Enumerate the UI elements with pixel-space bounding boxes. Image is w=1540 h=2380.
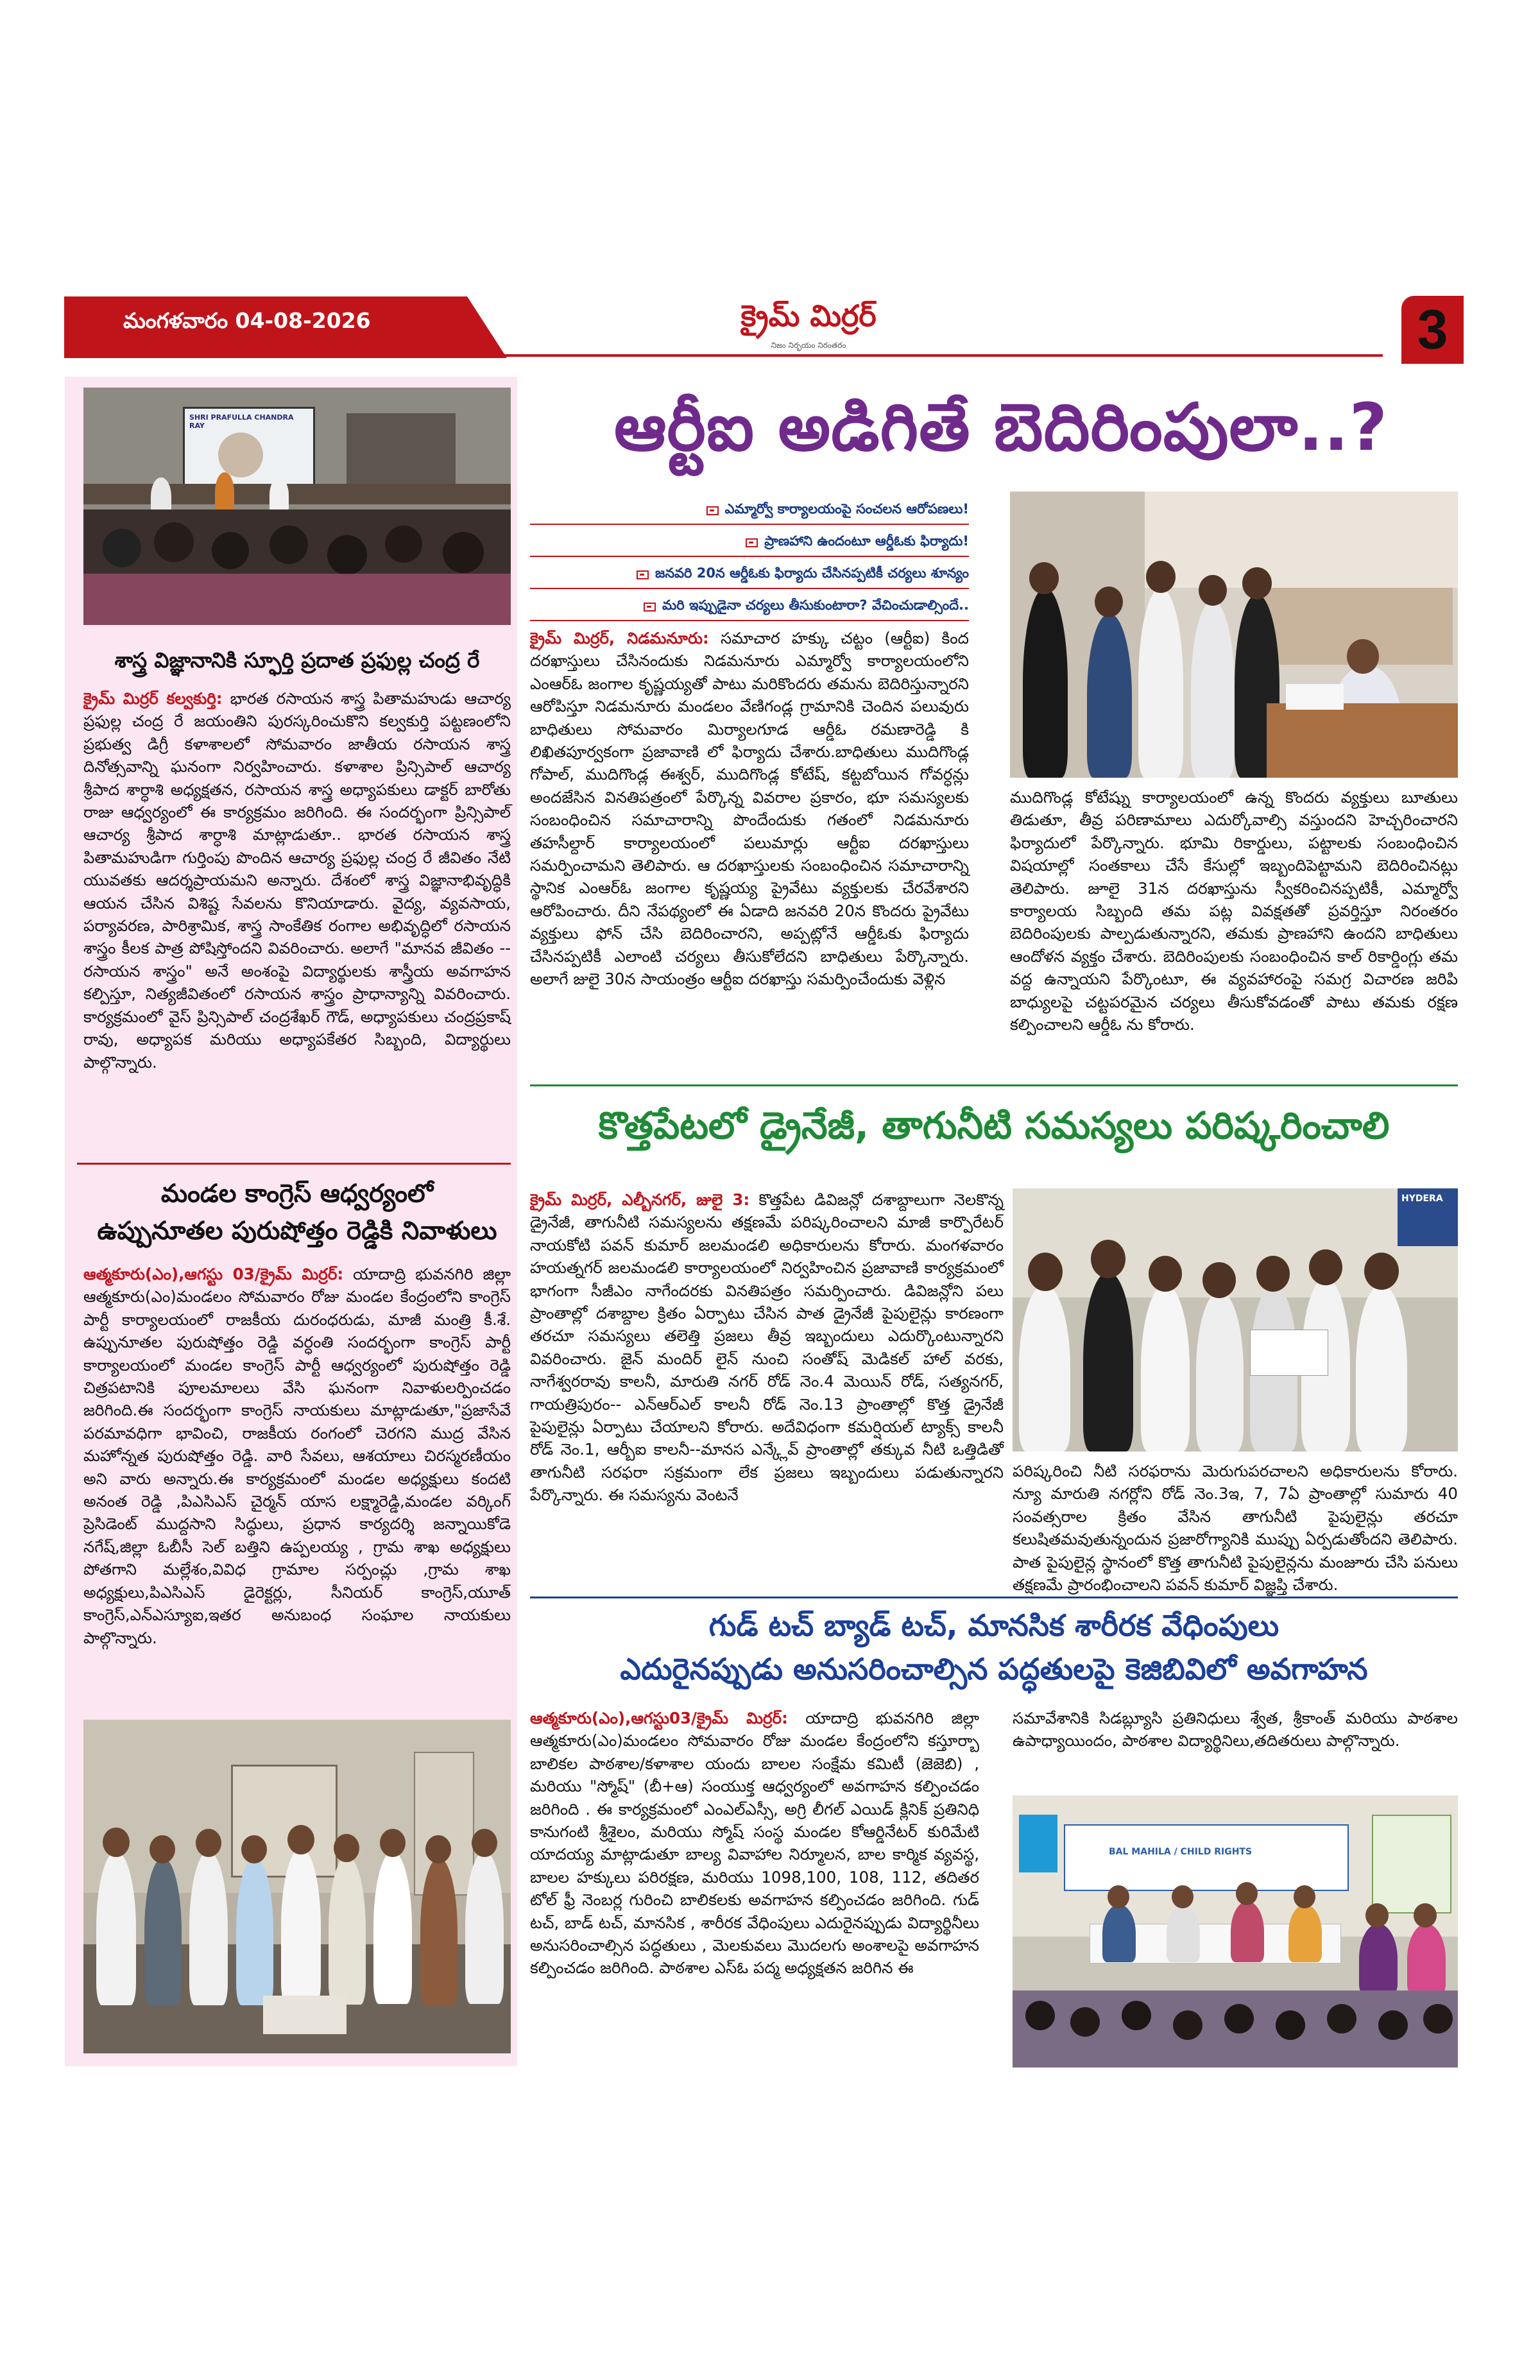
- rti-complaint-office-photo: [1010, 492, 1458, 778]
- drainage-headline: కొత్తపేటలో డ్రైనేజీ, తాగునీటి సమస్యలు పరిష్కరించాలి: [598, 1104, 1390, 1147]
- sidebar-divider: [77, 1163, 511, 1165]
- rti-bullet-item: మరి ఇప్పుడైనా చర్యలు తీసుకుంటారా? వేచించుడాల్సిందే..: [530, 594, 969, 621]
- rti-text-part1: సమాచార హక్కు చట్టం (ఆర్టీఐ) కింద దరఖాస్తులు చేసినందుకు నిడమనూరు ఎమ్మార్వో కార్యాలయంలోని ఎంఆర్ఓ జంగాల కృష్ణయ్యతో పాటు మరికొందరు తమను బెదిరిస్తున్నారని ఆరోపిస్తూ నిడమనూరు మండలం వేణిగండ్ల గ్రామానికి చెందిన పలువురు బాధితులు సోమవారం మిర్యాలగూడ ఆర్డీఓ రమణారెడ్డి కి లిఖితపూర్వకంగా ప్రజావాణి లో ఫిర్యాదు చేశారు.బాధితులు ముదిగొండ్ల గోపాల్, ముదిగొండ్ల ఈశ్వర్, ముదిగొండ్ల కోటేష్, కట్టబోయిన గోవర్ధన్లు అందజేసిన వినతిపత్రంలో పేర్కొన్న వివరాల ప్రకారం, భూ సమస్యలకు సంబంధించిన సమాచారాన్ని పొందేందుకు గతంలో నిడమనూరు తహసీల్దార్ కార్యాలయంలో పలుమార్లు ఆర్టీఐ దరఖాస్తులు సమర్పించామని తెలిపారు. ఆ దరఖాస్తులకు సంబంధించిన సమాచారాన్ని స్థానిక ఎంఆర్ఓ జంగాల కృష్ణయ్య ప్రైవేటు వ్యక్తులకు చేరవేశారని ఆరోపించారు. దీని నేపథ్యంలో ఈ ఏడాది జనవరి 20న కొందరు ప్రైవేటు వ్యక్తులు ఫోన్ చేసి బెదిరించారని, అప్పట్లోనే ఆర్డీఓకు ఫిర్యాదు చేసినప్పటికీ ఎలాంటి చర్యలు తీసుకోలేదని బాధితులు పేర్కొన్నారు. అలాగే జులై 30న సాయంత్రం ఆర్టీఐ దరఖాస్తు సమర్పించేందుకు వెళ్లిన: [530, 629, 969, 989]
- story1-dateline: క్రైమ్ మిర్రర్ కల్వకుర్తి:: [83, 689, 223, 708]
- drainage-body-col1: [530, 1188, 1004, 1507]
- flag-icon: [637, 570, 649, 579]
- drainage-text-part2: పరిష్కరించి నీటి సరఫరాను మెరుగుపరచాలని అధికారులను కోరారు. న్యూ మారుతి నగర్లోని రోడ్ నెం.3ఇ, 7, 7ఏ ప్రాంతాల్లో సుమారు 40 సంవత్సరాల క్రితం వేసిన తాగునీటి పైపులైన్లు తరచూ కలుషితమవుతున్నందున ప్రజారోగ్యానికి ముప్పు ఏర్పడుతోందని తెలిపారు. పాత పైపులైన్ల స్థానంలో కొత్త తాగునీటి పైపులైన్లను మంజూరు చేసి పనులు తక్షణమే ప్రారంభించాలని పవన్ కుమార్ విజ్ఞప్తి చేశారు.: [1013, 1462, 1458, 1595]
- rti-bullet-list: [530, 498, 969, 621]
- story2-dateline: ఆత్మకూరు(ఎం),ఆగస్టు 03/క్రైమ్ మిర్రర్:: [83, 1265, 344, 1283]
- goodtouch-headline-line1: గుడ్ టచ్ బ్యాడ్ టచ్, మానసిక శారీరక వేధింపులు: [708, 1608, 1279, 1643]
- rti-dateline: క్రైమ్ మిర్రర్, నిడమనూరు:: [530, 629, 709, 647]
- story2-headline-line2: ఉప్పునూతల పురుషోత్తం రెడ్డికి నివాళులు: [97, 1217, 497, 1246]
- session-banner: BAL MAHILA / CHILD RIGHTS: [1109, 1847, 1253, 1857]
- rti-text-part2: ముదిగొండ్ల కోటేష్ను కార్యాలయంలో ఉన్న కొందరు వ్యక్తులు బూతులు తిడుతూ, తీవ్ర పరిణామాలు ఎదుర్కోవాల్సి వస్తుందని హెచ్చరించారని ఫిర్యాదులో పేర్కొన్నారు. భూమి రికార్డులు, పట్టాలకు సంబంధించిన విషయాల్లో సంతకాలు చేసే కేసుల్లో ఇబ్బందిపెట్టామని బెదిరించినట్లు తెలిపారు. జూలై 31న దరఖాస్తును స్వీకరించినప్పటికీ, ఎమ్మార్వో కార్యాలయ సిబ్బంది తమ పట్ల వివక్షతతో ప్రవర్తిస్తూ నిరంతరం బెదిరింపులకు పాల్పడుతున్నారని, తమకు ప్రాణహాని ఉందని బాధితులు ఆందోళన వ్యక్తం చేశారు. బెదిరింపులకు సంబంధించిన కాల్ రికార్డింగ్లు తమ వద్ద ఉన్నాయని పేర్కొంటూ, ఈ వ్యవహారంపై సమగ్ర విచారణ జరిపి బాధ్యులపై చట్టపరమైన చర్యలు తీసుకోవడంతో పాటు తమకు రక్షణ కల్పించాలని ఆర్డీఓ ను కోరారు.: [1010, 788, 1458, 1034]
- rti-headline: ఆర్టీఐ అడిగితే బెదిరింపులా..?: [614, 390, 1388, 466]
- goodtouch-headline-line2: ఎదురైనప్పుడు అనుసరించాల్సిన పద్ధతులపై కెజిబివిలో అవగాహన: [620, 1652, 1368, 1686]
- drainage-text-part1: కొత్తపేట డివిజన్లో దశాబ్దాలుగా నెలకొన్న డ్రైనేజీ, తాగునీటి సమస్యలను తక్షణమే పరిష్కరించాలని మాజీ కార్పొరేటర్ నాయకోటి పవన్ కుమార్ జలమండలి అధికారులను కోరారు. మంగళవారం హయత్నగర్ జలమండలి కార్యాలయంలో నిర్వహించిన ప్రజావాణి కార్యక్రమంలో భాగంగా సీజీఎం నాగేందరకు వినతిపత్రం సమర్పించారు. డివిజన్లోని పలు ప్రాంతాల్లో దశాబ్దాల క్రితం ఏర్పాటు చేసిన పాత డ్రైనేజీ పైపులైన్లు కారణంగా తరచూ సమస్యలు తలెత్తి ప్రజలు తీవ్ర ఇబ్బందులు ఎదుర్కొంటున్నారని వివరించారు. జైన్ మందిర్ లైన్ నుంచి సంతోష్ మెడికల్ హాల్ వరకు, నాగేశ్వరరావు కాలనీ, మారుతి నగర్ రోడ్ నెం.4 మెయిన్ రోడ్, సత్యనగర్, గాయత్రిపురం-- ఎన్ఆర్ఎల్ కాలనీ రోడ్ నెం.13 ప్రాంతాల్లో కొత్త డ్రైనేజీ పైపులైన్లు ఏర్పాటు చేయాలని కోరారు. అదేవిధంగా కమర్షియల్ ట్యాక్స్ కాలనీ రోడ్ నెం.1, ఆర్బీఐ కాలనీ--మానస ఎన్క్లేవ్ ప్రాంతాల్లో తక్కువ నీటి ఒత్తిడితో తాగునీటి సరఫరా సక్రమంగా లేక ప్రజలు ఇబ్బందులు పడుతున్నారని పేర్కొన్నారు. ఈ సమస్యను వెంటనే: [530, 1190, 1004, 1505]
- seminar-banner: SHRI PRAFULLA CHANDRA RAY: [189, 413, 294, 430]
- drainage-body-col2: [1013, 1460, 1458, 1596]
- page-number-box: [1401, 296, 1464, 364]
- logo-tagline: నిజం నిర్భయం నిరంతరం: [771, 341, 846, 350]
- issue-date: మంగళవారం 04-08-2026: [123, 308, 371, 333]
- goodtouch-text-part1: యాదాద్రి భువనగిరి జిల్లా ఆత్మకూరు(ఎం)మండలం సోమవారం రోజు మండల కేంద్రంలోని కస్తూర్బా బాలికల పాఠశాల/కళాశాల యందు బాలల సంక్షేమ కమిటీ (జెజెబి) , మరియు "స్మోష్" (బీ+ఆ) సంయుక్త ఆధ్వర్యంలో అవగాహన కల్పించడం జరిగింది . ఈ కార్యక్రమంలో ఎంఎల్ఎస్సీ, అగ్రి లీగల్ ఎయిడ్ క్లినిక్ ప్రతినిధి కానుగంటి శ్రీశైలం, మరియు స్మోష్ సంస్థ మండల కోఆర్డినేటర్ కురిమేటి యాదయ్య మాట్లాడుతూ బాల్య వివాహాల నిర్మూలన, బాల కార్మిక వ్యవస్థ, బాలల హక్కులు పరిరక్షణ, మరియు 1098,100, 108, 112, తదితర టోల్ ఫ్రీ నెంబర్ల గురించి బాలికలకు అవగాహన కల్పించడం జరిగింది. గుడ్ టచ్, బాడ్ టచ్, మానసిక , శారీరక వేధింపులు ఎదురైనప్పుడు విద్యార్థినీలు అనుసరించాల్సిన పద్ధతులు , మెలకువలు మొదలగు అంశాలపై అవగాహన కల్పించడం జరిగింది. పాఠశాల ఎస్ఓ పద్మ అధ్యక్షతన జరిగిన ఈ: [530, 1709, 980, 1978]
- story1-headline: శాస్త్ర విజ్ఞానానికి స్ఫూర్తి ప్రదాత ప్రఫుల్ల చంద్ర రే: [114, 648, 480, 672]
- rti-bullet-item: ప్రాణహాని ఉందంటూ ఆర్డీఓకు ఫిర్యాదు!: [530, 530, 969, 557]
- rti-body-col1: [530, 627, 969, 991]
- drainage-divider: [530, 1597, 1458, 1598]
- rti-body-col2: [1010, 786, 1458, 1036]
- flag-icon: [644, 603, 656, 612]
- flag-icon: [746, 538, 758, 547]
- story2-headline-line1: మండల కాంగ్రెస్ ఆధ్వర్యంలో: [160, 1179, 434, 1208]
- drainage-dateline: క్రైమ్ మిర్రర్, ఎల్బీనగర్, జులై 3:: [530, 1190, 750, 1209]
- rti-divider: [530, 1084, 1458, 1086]
- logo-text: క్రైమ్ మిర్రర్: [740, 298, 877, 333]
- office-sign: HYDERA: [1401, 1194, 1443, 1204]
- goodtouch-body-col2: [1013, 1707, 1458, 1752]
- goodtouch-text-part2: సమావేశానికి సిడబ్ల్యూసి ప్రతినిధులు శ్వేత, శ్రీకాంత్ మరియు పాఠశాల ఉపాధ్యాయిందం, పాఠశాల విద్యార్థినిలు,తదితరులు పాల్గొన్నారు.: [1013, 1709, 1458, 1751]
- congress-tribute-group-photo: [83, 1720, 511, 2053]
- flag-icon: [706, 506, 719, 515]
- classroom-seminar-photo: [83, 388, 511, 625]
- goodtouch-dateline: ఆత్మకూరు(ఎం),ఆగస్టు03/క్రైమ్ మిర్రర్:: [530, 1709, 788, 1727]
- water-board-petition-photo: [1013, 1188, 1458, 1451]
- rti-bullet-item: జనవరి 20న ఆర్డీఓకు ఫిర్యాదు చేసినప్పటికీ చర్యలు శూన్యం: [530, 562, 969, 589]
- story1-body: [83, 687, 511, 1074]
- masthead-rule: [501, 354, 1383, 357]
- rti-bullet-item: ఎమ్మార్వో కార్యాలయంపై సంచలన ఆరోపణలు!: [530, 498, 969, 525]
- newspaper-logo: [703, 298, 914, 352]
- story2-body: [83, 1263, 511, 1649]
- goodtouch-body-col1: [530, 1707, 979, 1980]
- story1-text: భారత రసాయన శాస్త్ర పితామహుడు ఆచార్య ప్రఫుల్ల చంద్ర రే జయంతిని పురస్కరించుకొని కల్వకుర్తి పట్టణంలోని ప్రభుత్వ డిగ్రీ కళాశాలలో సోమవారం జాతీయ రసాయన శాస్త్ర దినోత్సవాన్ని ఘనంగా నిర్వహించారు. కళాశాల ప్రిన్సిపాల్ ఆచార్య శ్రీపాద శార్ధాశి అధ్యక్షతన, రసాయన శాస్త్ర అధ్యాపకులు డాక్టర్ బారోతు రాజు ఆధ్వర్యంలో ఈ కార్యక్రమం జరిగింది. ఈ సందర్భంగా ప్రిన్సిపాల్ ఆచార్య శ్రీపాద శార్ధాశి మాట్లాడుతూ.. భారత రసాయన శాస్త్ర పితామహుడిగా గుర్తింపు పొందిన ఆచార్య ప్రఫుల్ల చంద్ర రే జీవితం నేటి యువతకు ఆదర్శప్రాయమని అన్నారు. దేశంలో శాస్త్ర విజ్ఞానాభివృద్ధికి ఆయన చేసిన విశిష్ట సేవలను కొనియాడారు. వైద్య, వ్యవసాయ, పర్యావరణ, పారిశ్రామిక, శాస్త్ర సాంకేతిక రంగాల అభివృద్ధిలో రసాయన శాస్త్రం కీలక పాత్ర పోషిస్తోందని వివరించారు. అలాగే "మానవ జీవితం -- రసాయన శాస్త్రం" అనే అంశంపై విద్యార్థులకు శాస్త్రీయ అవగాహన కల్పిస్తూ, నిత్యజీవితంలో రసాయన శాస్త్రం ప్రాధాన్యాన్ని వివరించారు. కార్యక్రమంలో వైస్ ప్రిన్సిపాల్ చంద్రశేఖర్ గౌడ్, అధ్యాపకులు చంద్రప్రకాష్ రావు, అధ్యాపక మరియు అధ్యాపకేతర సిబ్బంది, విద్యార్థులు పాల్గొన్నారు.: [83, 689, 511, 1072]
- kgbv-awareness-session-photo: [1013, 1795, 1458, 2068]
- page-number: 3: [1417, 299, 1448, 361]
- story2-text: యాదాద్రి భువనగిరి జిల్లా ఆత్మకూరు(ఎం)మండలం సోమవారం రోజు మండల కేంద్రంలోని కాంగ్రెస్ పార్టీ కార్యాలయంలో రాజకీయ దురంధరుడు, మాజీ మంత్రి కీ.శే. ఉప్పునూతల పురుషోత్తం రెడ్డి వర్ధంతి సందర్భంగా కాంగ్రెస్ పార్టీ కార్యాలయంలో మండల కాంగ్రెస్ పార్టీ ఆధ్వర్యంలో పురుషోత్తం రెడ్డి చిత్రపటానికి పూలమాలలు వేసి ఘనంగా నివాళులర్పించడం జరిగింది.ఈ సందర్భంగా కాంగ్రెస్ నాయకులు మాట్లాడుతూ,"ప్రజాసేవే పరమావధిగా భావించి, రాజకీయ రంగంలో చెరగని ముద్ర వేసిన మహోన్నత పురుషోత్తం రెడ్డి. వారి సేవలు, ఆశయాలు చిరస్మరణీయం అని వారు అన్నారు.ఈ కార్యక్రమంలో మండల అధ్యక్షులు కందటి అనంత రెడ్డి ,పిఎసిఎస్ చైర్మన్ యాస లక్ష్మారెడ్డి,మండల వర్కింగ్ ప్రెసిడెంట్ ముద్దసాని సిద్ధులు, ప్రధాన కార్యదర్శి జన్నాయికోడె నగేష్,జిల్లా ఓబీసీ సెల్ బత్తిని ఉప్పలయ్య , గ్రామ శాఖ అధ్యక్షులు పోతగాని మల్లేశం,వివిధ గ్రామాల సర్పంచ్లు ,గ్రామ శాఖ అధ్యక్షులు,పిఎసిఎస్ డైరెక్టర్లు, సీనియర్ కాంగ్రెస్,యూత్ కాంగ్రెస్,ఎన్ఎస్యూఐ,ఇతర అనుబంధ సంఘాల నాయకులు పాల్గొన్నారు.: [83, 1265, 511, 1647]
